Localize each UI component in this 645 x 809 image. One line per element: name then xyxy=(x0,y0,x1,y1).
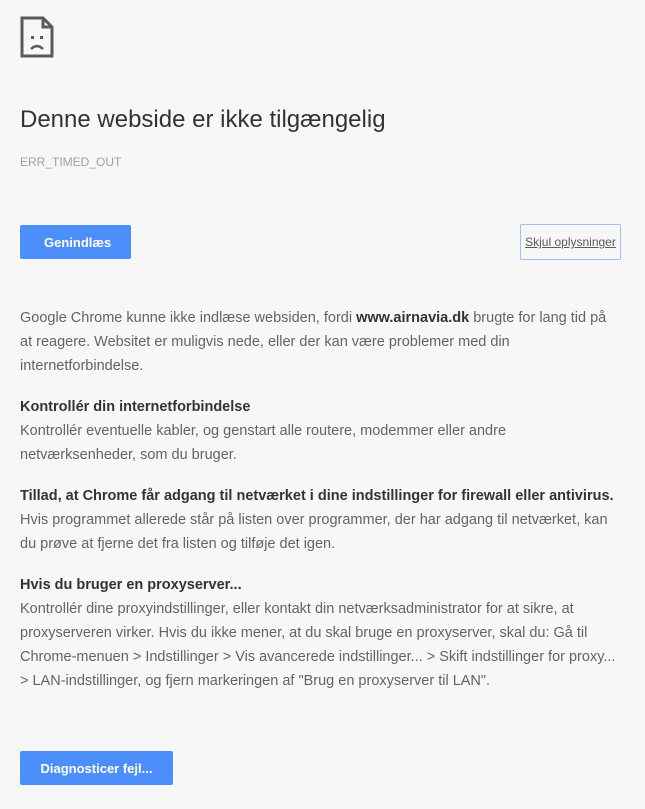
suggestion-connection xyxy=(20,395,621,467)
suggestion-body: Hvis programmet allerede står på listen over programmer, der har adgang til netværket, kan du prøve at fjerne det fra listen og tilføje det igen. xyxy=(20,512,608,552)
hide-details-button[interactable]: Skjul oplysninger xyxy=(520,224,621,260)
suggestion-proxy xyxy=(20,573,621,693)
details-panel xyxy=(20,306,621,693)
reload-button[interactable]: Genindlæs xyxy=(20,225,131,259)
suggestion-heading: Kontrollér din internetforbindelse xyxy=(20,399,251,415)
summary-text xyxy=(20,306,621,378)
summary-after: brugte for lang tid på at reagere. Websitet er muligvis nede, eller der kan være problemer med din internetforbindelse. xyxy=(20,310,607,374)
suggestion-heading: Tillad, at Chrome får adgang til netværket i dine indstillinger for firewall eller antivirus. xyxy=(20,488,614,504)
sad-page-icon xyxy=(20,16,54,58)
host-name: www.airnavia.dk xyxy=(356,310,470,326)
error-code: ERR_TIMED_OUT xyxy=(20,155,122,169)
suggestion-heading: Hvis du bruger en proxyserver... xyxy=(20,577,242,593)
suggestion-body: Kontrollér eventuelle kabler, og genstart alle routere, modemmer eller andre netværksenheder, som du bruger. xyxy=(20,423,507,463)
suggestion-firewall xyxy=(20,484,621,556)
diagnose-button[interactable]: Diagnosticer fejl... xyxy=(20,751,173,785)
suggestion-body: Kontrollér dine proxyindstillinger, eller kontakt din netværksadministrator for at sikre, at proxyserveren virker. Hvis du ikke mener, at du skal bruge en proxyserver, skal du: Gå til Chrome-menuen > Indstillinger > Vis avancerede indstillinger... > Skift indstillinger for proxy... > LAN-indstillinger, og fjern markeringen af "Brug en proxyserver til LAN". xyxy=(20,601,616,689)
summary-before: Google Chrome kunne ikke indlæse websiden, fordi xyxy=(20,310,357,326)
page-title: Denne webside er ikke tilgængelig xyxy=(20,106,386,133)
